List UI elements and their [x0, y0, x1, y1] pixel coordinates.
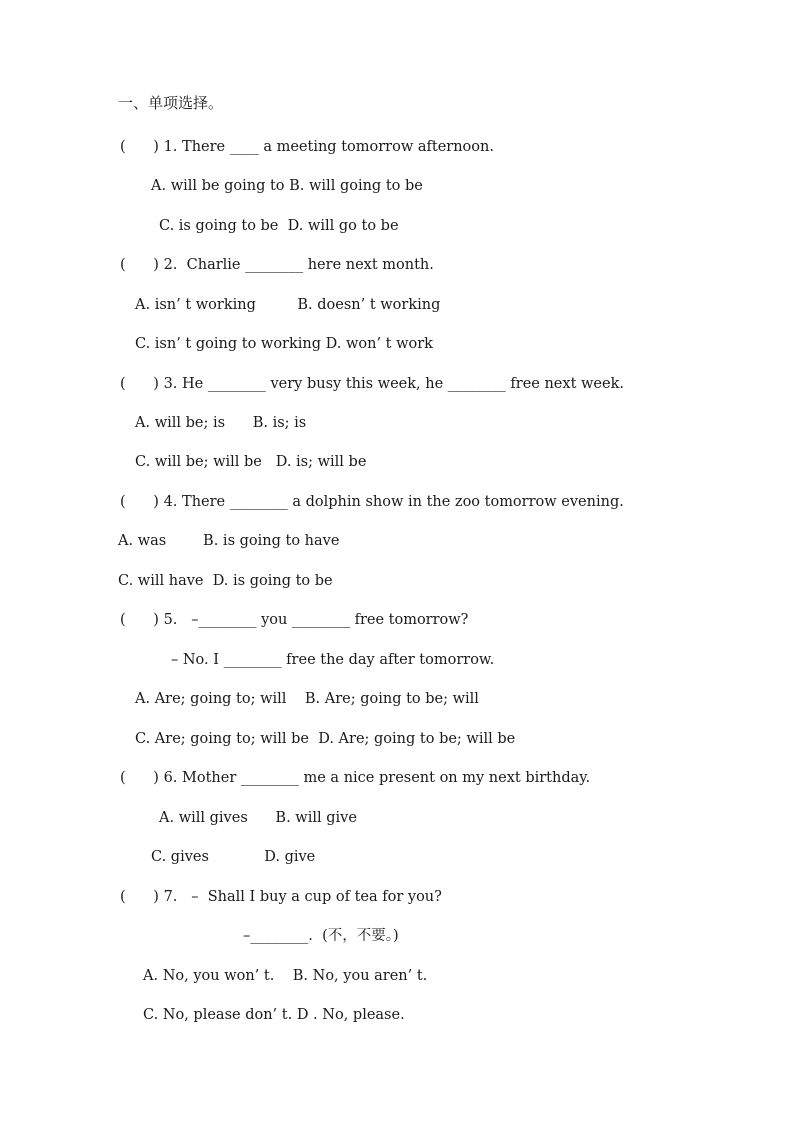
question-7: ( ) 7. – Shall I buy a cup of tea for you? — [120, 889, 442, 905]
question-5-reply: – No. I ________ free the day after tomorrow. — [171, 652, 495, 668]
question-2-options-ab: A. isn’ t working B. doesn’ t working — [135, 297, 441, 313]
question-1-options-ab: A. will be going to B. will going to be — [151, 178, 423, 194]
question-4-options-ab: A. was B. is going to have — [118, 533, 340, 549]
question-6-options-cd: C. gives D. give — [151, 849, 316, 865]
question-5: ( ) 5. –________ you ________ free tomorrow? — [120, 612, 469, 628]
question-4: ( ) 4. There ________ a dolphin show in the zoo tomorrow evening. — [120, 494, 624, 510]
section-title: 一、单项选择。 — [118, 94, 224, 112]
question-3-options-cd: C. will be; will be D. is; will be — [135, 454, 367, 470]
question-1-options-cd: C. is going to be D. will go to be — [159, 218, 399, 234]
question-3-options-ab: A. will be; is B. is; is — [135, 415, 307, 431]
question-1: ( ) 1. There ____ a meeting tomorrow afternoon. — [120, 139, 494, 155]
question-3: ( ) 3. He ________ very busy this week, he ________ free next week. — [120, 376, 624, 392]
question-7-reply: –________. (不，不要。) — [243, 928, 399, 944]
question-6-options-ab: A. will gives B. will give — [159, 810, 357, 826]
question-4-options-cd: C. will have D. is going to be — [118, 573, 333, 589]
question-5-options-ab: A. Are; going to; will B. Are; going to be; will — [135, 691, 479, 707]
question-7-options-cd: C. No, please don’ t. D . No, please. — [143, 1007, 405, 1023]
question-5-options-cd: C. Are; going to; will be D. Are; going to be; will be — [135, 731, 516, 747]
question-6: ( ) 6. Mother ________ me a nice present on my next birthday. — [120, 770, 591, 786]
question-7-options-ab: A. No, you won’ t. B. No, you aren’ t. — [143, 968, 428, 984]
question-2-options-cd: C. isn’ t going to working D. won’ t work — [135, 336, 433, 352]
question-2: ( ) 2. Charlie ________ here next month. — [120, 257, 434, 273]
